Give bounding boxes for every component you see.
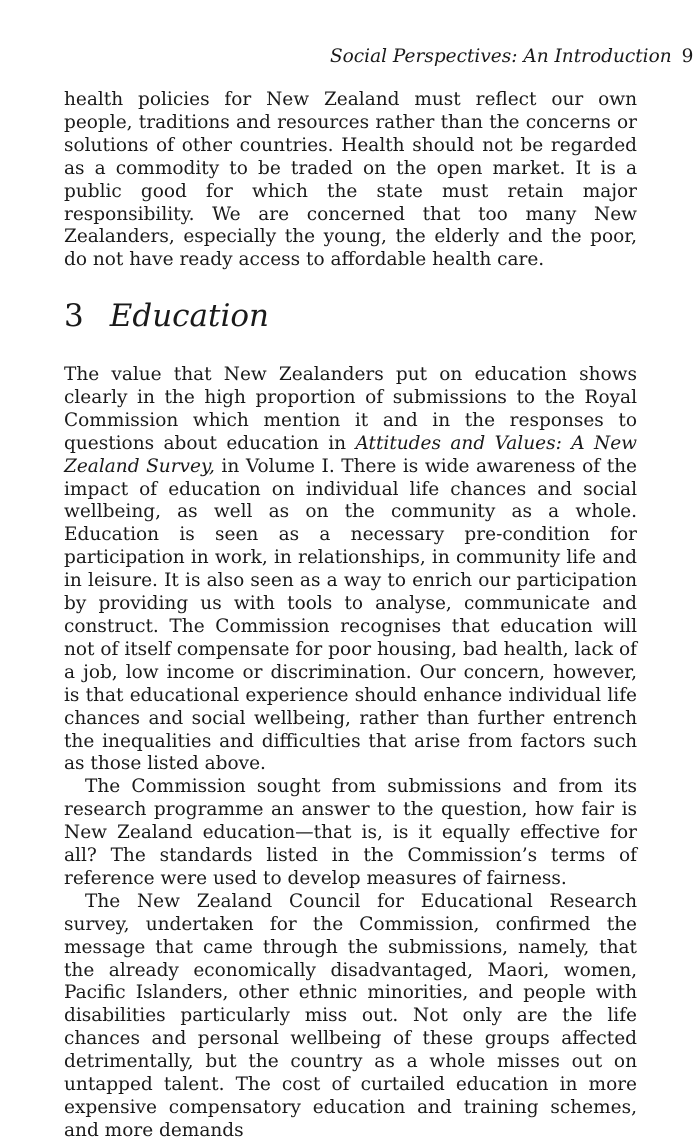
paragraph-survey: The New Zealand Council for Educational Research survey, undertaken for the Commission, confirmed the message that came through the submissions, namely, that the already economically disadvantaged, Maori, women, Pacific Islanders, other ethnic minorities, and people with disabilities particularly miss out. Not only are the life chances and personal wellbeing of these groups affected detrimentally, but the country as a whole misses out on untapped talent. The cost of curtailed education in more expensive compensatory education and training schemes, and more demands — [64, 890, 637, 1141]
section-number: 3 — [64, 298, 84, 334]
running-title: Social Perspectives: An Introduction — [330, 46, 672, 67]
paragraph-fairness: The Commission sought from submissions and from its research programme an answer to the question, how fair is New Zealand education—that is, is it equally effective for all? The standards listed in the Commission’s terms of reference were used to develop measures of fairness. — [64, 776, 637, 889]
paragraph-text: in Volume I. There is wide awareness of the impact of education on individual life chances and social wellbeing, as well as on the community as a whole. Education is seen as a necessary pre-condition for participation in work, in relationships, in community life and in leisure. It is also seen as a way to enrich our participation by providing us with tools to analyse, communicate and construct. The Commission recognises that education will not of itself compensate for poor housing, bad health, lack of a job, low income or discrimination. Our concern, however, is that educational experience should enhance individual life chances and social wellbeing, rather than further entrench the inequalities and difficulties that arise from factors such as those listed above. — [64, 455, 637, 775]
page-number: 9 — [681, 46, 694, 67]
section-heading — [64, 298, 269, 334]
survey-title: Attitudes and Values: A New Zealand Survey, — [64, 432, 638, 477]
running-header — [330, 46, 693, 69]
intro-paragraph: health policies for New Zealand must reflect our own people, traditions and resources rather than the concerns or solutions of other countries. Health should not be regarded as a commodity to be traded on the open market. It is a public good for which the state must retain major responsibility. We are concerned that too many New Zealanders, especially the young, the elderly and the poor, do not have ready access to affordable health care. — [64, 89, 637, 271]
paragraph-text: The value that New Zealanders put on education shows clearly in the high proportion of submissions to the Royal Commission which mention it and in the responses to questions about education in — [64, 364, 637, 454]
section-body — [64, 364, 637, 1143]
paragraph-education-value — [64, 364, 637, 776]
section-title: Education — [109, 298, 270, 334]
